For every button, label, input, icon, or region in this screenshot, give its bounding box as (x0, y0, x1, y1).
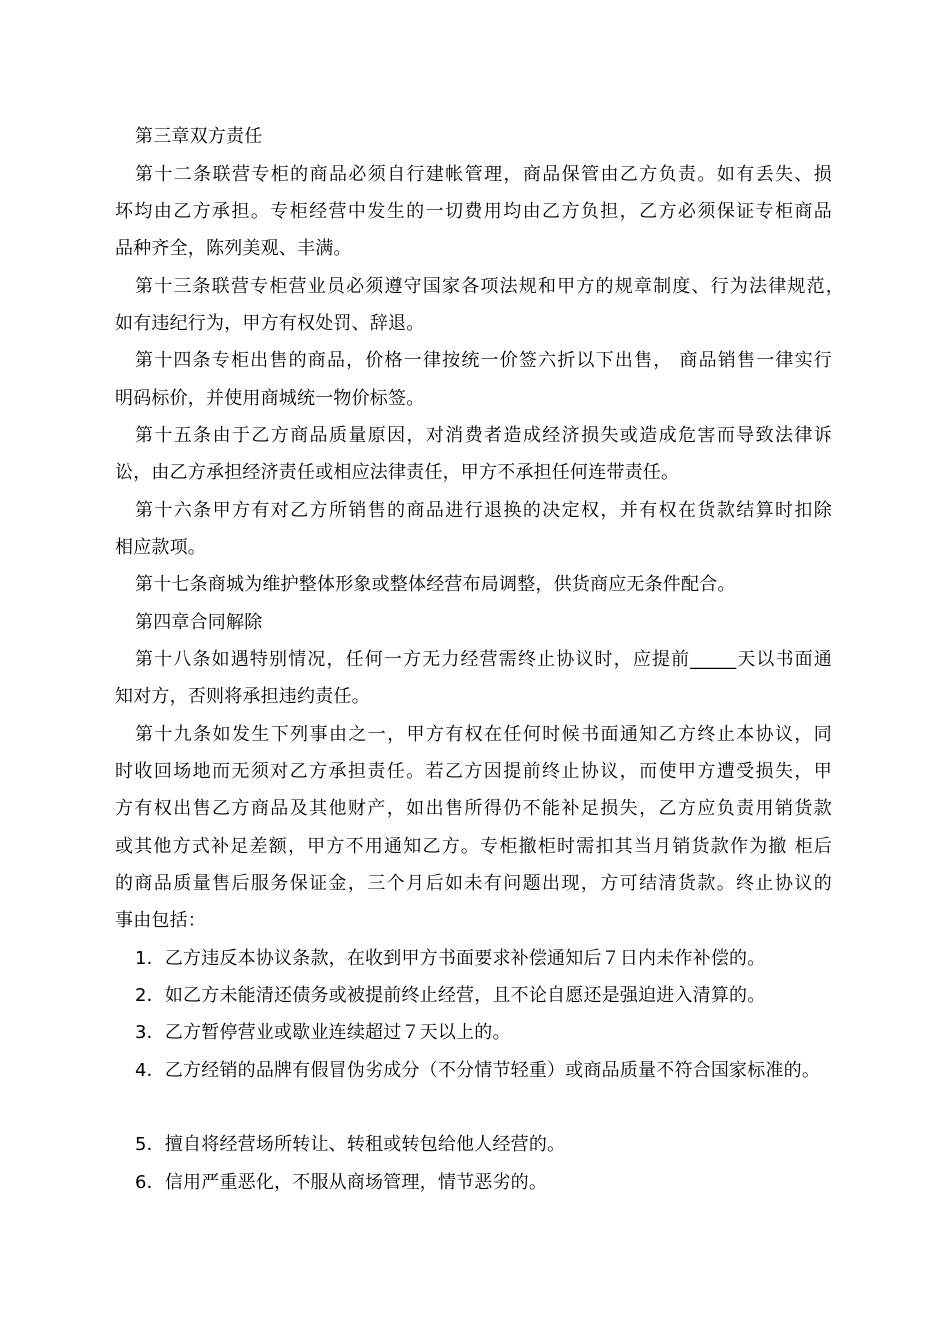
article-19-line-3: 方有权出售乙方商品及其他财产，如出售所得仍不能补足损失，乙方应负责用销货款 (115, 798, 832, 819)
article-17-line-1: 第十七条商城为维护整体形象或整体经营布局调整，供货商应无条件配合。 (135, 574, 736, 595)
article-12-line-2: 坏均由乙方承担。专柜经营中发生的一切费用均由乙方负担，乙方必须保证专柜商品 (115, 201, 832, 222)
chapter-heading-3: 第三章双方责任 (135, 126, 263, 147)
article-12-line-3: 品种齐全，陈列美观、丰满。 (115, 238, 352, 259)
article-14-line-2: 明码标价，并使用商城统一物价标签。 (115, 388, 425, 409)
article-13-line-1: 第十三条联营专柜营业员必须遵守国家各项法规和甲方的规章制度、行为法律规范， (135, 276, 844, 297)
article-19-line-4: 或其他方式补足差额，甲方不用通知乙方。专柜撤柜时需扣其当月销货款作为撤 柜后 (115, 836, 832, 857)
article-18-line-1: 第十八条如遇特别情况，任何一方无力经营需终止协议时，应提前_____天以书面通 (135, 649, 832, 670)
article-15-line-2: 讼，由乙方承担经济责任或相应法律责任，甲方不承担任何连带责任。 (115, 462, 680, 483)
article-14-line-1: 第十四条专柜出售的商品，价格一律按统一价签六折以下出售， 商品销售一律实行 (135, 350, 832, 371)
list-item-3: 3．乙方暂停营业或歇业连续超过７天以上的。 (135, 1022, 511, 1043)
list-item-5: 5．擅自将经营场所转让、转租或转包给他人经营的。 (135, 1134, 566, 1155)
article-19-line-6: 事由包括： (115, 910, 206, 931)
article-16-line-1: 第十六条甲方有对乙方所销售的商品进行退换的决定权，并有权在货款结算时扣除 (135, 500, 832, 521)
list-item-4: 4．乙方经销的品牌有假冒伪劣成分（不分情节轻重）或商品质量不符合国家标准的。 (135, 1060, 821, 1081)
article-19-line-2: 时收回场地而无须对乙方承担责任。若乙方因提前终止协议，而使甲方遭受损失，甲 (115, 761, 832, 782)
article-12-line-1: 第十二条联营专柜的商品必须自行建帐管理，商品保管由乙方负责。如有丢失、损 (135, 164, 832, 185)
list-item-6: 6．信用严重恶化，不服从商场管理，情节恶劣的。 (135, 1172, 548, 1193)
article-16-line-2: 相应款项。 (115, 537, 206, 558)
article-13-line-2: 如有违纪行为，甲方有权处罚、辞退。 (115, 313, 425, 334)
article-19-line-5: 的商品质量售后服务保证金，三个月后如未有问题出现，方可结清货款。终止协议的 (115, 873, 832, 894)
article-18-line-2: 知对方，否则将承担违约责任。 (115, 686, 370, 707)
article-15-line-1: 第十五条由于乙方商品质量原因，对消费者造成经济损失或造成危害而导致法律诉 (135, 425, 832, 446)
list-item-1: 1．乙方违反本协议条款，在收到甲方书面要求补偿通知后７日内未作补偿的。 (135, 948, 766, 969)
chapter-heading-4: 第四章合同解除 (135, 612, 263, 633)
list-item-2: 2．如乙方未能清还债务或被提前终止经营，且不论自愿还是强迫进入清算的。 (135, 985, 766, 1006)
article-19-line-1: 第十九条如发生下列事由之一，甲方有权在任何时候书面通知乙方终止本协议，同 (135, 724, 832, 745)
